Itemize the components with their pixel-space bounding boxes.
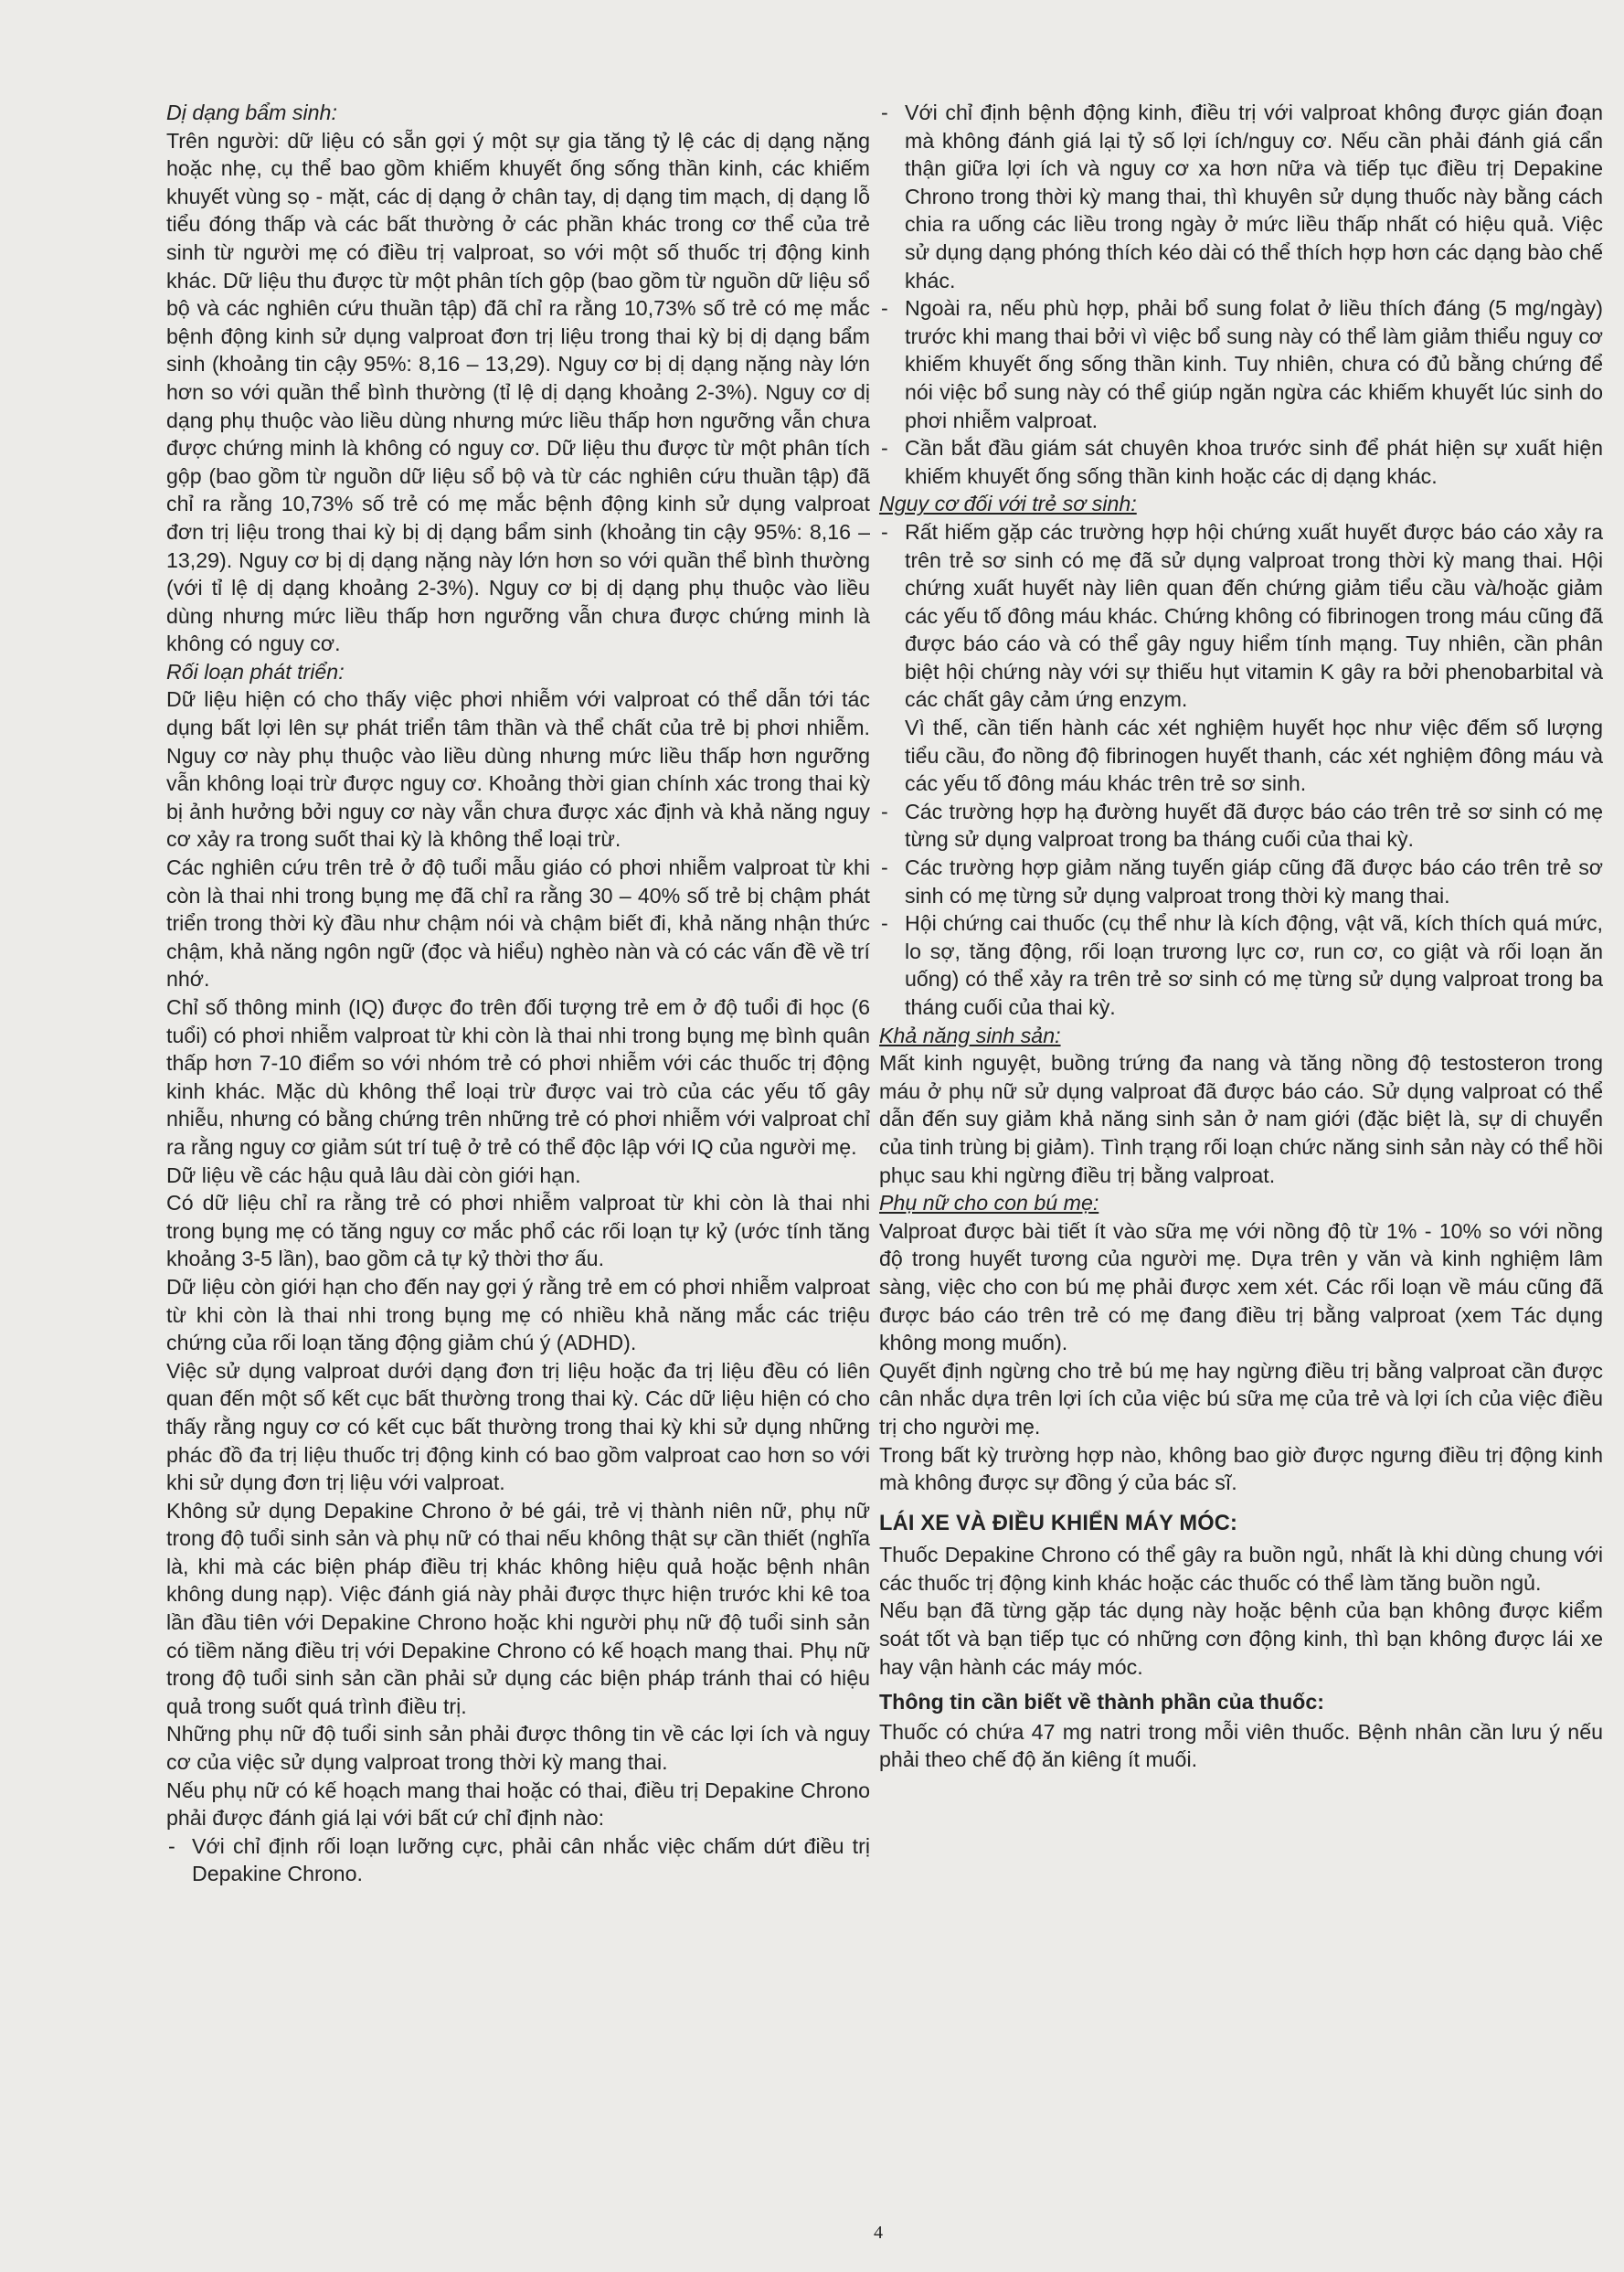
heading-ingredient-info: Thông tin cần biết về thành phần của thuốc: — [879, 1690, 1324, 1715]
paragraph: Trong bất kỳ trường hợp nào, không bao giờ được ngưng điều trị động kinh mà không được sự đồng ý của bác sĩ. — [879, 1442, 1603, 1495]
bullet-item: - Các trường hợp hạ đường huyết đã được báo cáo trên trẻ sơ sinh có mẹ từng sử dụng valproat trong ba tháng cuối của thai kỳ. — [881, 799, 1603, 852]
section-title-fertility: Khả năng sinh sản: — [879, 1023, 1061, 1047]
paragraph: Valproat được bài tiết ít vào sữa mẹ với nồng độ từ 1% - 10% so với nồng độ trong huyết tương của người mẹ. Dựa trên y văn và kinh nghiệm lâm sàng, việc cho con bú mẹ phải được xem xét. Các rối loạn về máu cũng đã được báo cáo trên trẻ có mẹ đang điều trị bằng valproat (xem Tác dụng không mong muốn). — [879, 1218, 1603, 1355]
paragraph: Các nghiên cứu trên trẻ ở độ tuổi mẫu giáo có phơi nhiễm valproat từ khi còn là thai nhi trong bụng mẹ đã chỉ ra rằng 30 – 40% số trẻ bị chậm phát triển trong thời kỳ đầu như chậm nói và chậm biết đi, khả năng nhận thức chậm, khả năng ngôn ngữ (đọc và hiểu) nghèo nàn và có các vấn đề về trí nhớ. — [166, 855, 870, 992]
bullet-text: Ngoài ra, nếu phù hợp, phải bổ sung folat ở liều thích đáng (5 mg/ngày) trước khi mang thai bởi vì việc bổ sung này có thể làm giảm thiểu nguy cơ khiếm khuyết ống sống thần kinh. Tuy nhiên, chưa có đủ bằng chứng để nói việc bổ sung này có thể giúp ngăn ngừa các khiếm khuyết lúc sinh do phơi nhiễm valproat. — [905, 296, 1603, 432]
section-title-newborn-risk: Nguy cơ đối với trẻ sơ sinh: — [879, 492, 1137, 516]
left-column — [166, 99, 870, 1888]
paragraph: Nếu bạn đã từng gặp tác dụng này hoặc bệnh của bạn không được kiểm soát tốt và bạn tiếp tục có những cơn động kinh, thì bạn không được lái xe hay vận hành các máy móc. — [879, 1598, 1603, 1679]
bullet-text: Cần bắt đầu giám sát chuyên khoa trước sinh để phát hiện sự xuất hiện khiếm khuyết ống sống thần kinh hoặc các dị dạng khác. — [905, 436, 1603, 488]
paragraph: Dữ liệu còn giới hạn cho đến nay gợi ý rằng trẻ em có phơi nhiễm valproat từ khi còn là thai nhi trong bụng mẹ có nhiều khả năng mắc các triệu chứng của rối loạn tăng động giảm chú ý (ADHD). — [166, 1274, 870, 1355]
bullet-text: Với chỉ định rối loạn lưỡng cực, phải cân nhắc việc chấm dứt điều trị Depakine Chrono. — [192, 1833, 870, 1886]
paragraph: Có dữ liệu chỉ ra rằng trẻ có phơi nhiễm valproat từ khi còn là thai nhi trong bụng mẹ có tăng nguy cơ mắc phổ các rối loạn tự kỷ (ước tính tăng khoảng 3-5 lần), bao gồm cả tự kỷ thời thơ ấu. — [166, 1191, 870, 1271]
bullet-text: Rất hiếm gặp các trường hợp hội chứng xuất huyết được báo cáo xảy ra trên trẻ sơ sinh có mẹ đã sử dụng valproat trong thời kỳ mang thai. Hội chứng xuất huyết này liên quan đến chứng giảm tiểu cầu và/hoặc giảm các yếu tố đông máu khác. Chứng không có fibrinogen trong máu cũng đã được báo cáo và có thể gây nguy hiểm tính mạng. Tuy nhiên, cần phân biệt hội chứng này với sự thiếu hụt vitamin K gây ra bởi phenobarbital và các chất gây cảm ứng enzym. — [905, 519, 1603, 712]
section-title-developmental-disorders: Rối loạn phát triển: — [166, 659, 345, 684]
paragraph: Trên người: dữ liệu có sẵn gợi ý một sự gia tăng tỷ lệ các dị dạng nặng hoặc nhẹ, cụ thể bao gồm khiếm khuyết ống sống thần kinh, các khiếm khuyết vùng sọ - mặt, các dị dạng ở chân tay, dị dạng tim mạch, dị dạng lỗ tiểu đóng thấp và các bất thường ở các phần khác trong cơ thể của trẻ sinh từ người mẹ có điều trị valproat, so với một số thuốc trị động kinh khác. Dữ liệu thu được từ một phân tích gộp (bao gồm từ nguồn dữ liệu sổ bộ và các nghiên cứu thuần tập) đã chỉ ra rằng 10,73% số trẻ có mẹ mắc bệnh động kinh sử dụng valproat đơn trị liệu trong thai kỳ bị dị dạng bẩm sinh (khoảng tin cậy 95%: 8,16 – 13,29). Nguy cơ bị dị dạng nặng này lớn hơn so với quần thể bình thường (tỉ lệ dị dạng khoảng 2-3%). Nguy cơ dị dạng phụ thuộc vào liều dùng nhưng mức liều thấp hơn ngưỡng vẫn chưa được chứng minh là không có nguy cơ. Dữ liệu thu được từ một phân tích gộp (bao gồm từ nguồn dữ liệu sổ bộ và từ các nghiên cứu thuần tập) đã chỉ ra rằng 10,73% số trẻ có mẹ mắc bệnh động kinh sử dụng valproat đơn trị liệu trong thai kỳ bị dị dạng bẩm sinh (khoảng tin cậy 95%: 8,16 – 13,29). Nguy cơ bị dị dạng nặng này lớn hơn so với quần thể bình thường (với tỉ lệ dị dạng khoảng 2-3%). Nguy cơ bị dị dạng phụ thuộc vào liều dùng nhưng mức liều thấp hơn ngưỡng vẫn chưa được chứng minh là không có nguy cơ. — [166, 128, 870, 656]
right-column — [879, 99, 1603, 1774]
section-title-breastfeeding: Phụ nữ cho con bú mẹ: — [879, 1191, 1099, 1216]
paragraph: Mất kinh nguyệt, buồng trứng đa nang và tăng nồng độ testosteron trong máu ở phụ nữ sử dụng valproat đã được báo cáo. Sử dụng valproat có thể dẫn đến suy giảm khả năng sinh sản ở nam giới (đặc biệt là, sự di chuyển của tinh trùng bị giảm). Tình trạng rối loạn chức năng sinh sản này có thể hồi phục sau khi ngừng điều trị bằng valproat. — [879, 1051, 1603, 1187]
bullet-item: - Rất hiếm gặp các trường hợp hội chứng xuất huyết được báo cáo xảy ra trên trẻ sơ sinh có mẹ đã sử dụng valproat trong thời kỳ mang thai. Hội chứng xuất huyết này liên quan đến chứng giảm tiểu cầu và/hoặc giảm các yếu tố đông máu khác. Chứng không có fibrinogen trong máu cũng đã được báo cáo và có thể gây nguy hiểm tính mạng. Tuy nhiên, cần phân biệt hội chứng này với sự thiếu hụt vitamin K gây ra bởi phenobarbital và các chất gây cảm ứng enzym. — [881, 519, 1603, 712]
bullet-item: - Các trường hợp giảm năng tuyến giáp cũng đã được báo cáo trên trẻ sơ sinh có mẹ từng sử dụng valproat trong thời kỳ mang thai. — [881, 855, 1603, 908]
bullet-continuation: Vì thế, cần tiến hành các xét nghiệm huyết học như việc đếm số lượng tiểu cầu, đo nồng độ fibrinogen huyết thanh, các xét nghiệm đông máu và các yếu tố đông máu khác trên trẻ sơ sinh. — [905, 716, 1603, 796]
paragraph: Không sử dụng Depakine Chrono ở bé gái, trẻ vị thành niên nữ, phụ nữ trong độ tuổi sinh sản và phụ nữ có thai nếu không thật sự cần thiết (nghĩa là, khi mà các biện pháp điều trị khác không hiệu quả hoặc bệnh nhân không dung nạp). Việc đánh giá này phải được thực hiện trước khi kê toa lần đầu tiên với Depakine Chrono hoặc khi người phụ nữ độ tuổi sinh sản có tiềm năng điều trị với Depakine Chrono có kế hoạch mang thai. Phụ nữ trong độ tuổi sinh sản cần phải sử dụng các biện pháp tránh thai có hiệu quả trong suốt quá trình điều trị. — [166, 1498, 870, 1718]
bullet-item: - Với chỉ định bệnh động kinh, điều trị với valproat không được gián đoạn mà không đánh giá lại tỷ số lợi ích/nguy cơ. Nếu cần phải đánh giá cẩn thận giữa lợi ích và nguy cơ xa hơn nữa và tiếp tục điều trị Depakine Chrono trong thời kỳ mang thai, thì khuyên sử dụng thuốc này bằng cách chia ra uống các liều trong ngày ở mức liều thấp nhất có hiệu quả. Việc sử dụng dạng phóng thích kéo dài có thể thích hợp hơn các dạng bào chế khác. — [881, 101, 1603, 292]
bullet-item: - Hội chứng cai thuốc (cụ thể như là kích động, vật vã, kích thích quá mức, lo sợ, tăng động, rối loạn trương lực cơ, run cơ, co giật và rối loạn ăn uống) có thể xảy ra trên trẻ sơ sinh có mẹ từng sử dụng valproat trong ba tháng cuối của thai kỳ. — [881, 911, 1603, 1019]
bullet-text: Các trường hợp hạ đường huyết đã được báo cáo trên trẻ sơ sinh có mẹ từng sử dụng valproat trong ba tháng cuối của thai kỳ. — [905, 799, 1603, 852]
paragraph: Chỉ số thông minh (IQ) được đo trên đối tượng trẻ em ở độ tuổi đi học (6 tuổi) có phơi nhiễm valproat từ khi còn là thai nhi trong bụng mẹ bình quân thấp hơn 7-10 điểm so với nhóm trẻ có phơi nhiễm với các thuốc trị động kinh khác. Mặc dù không thể loại trừ được vai trò của các yếu tố gây nhiễu, nhưng có bằng chứng trên những trẻ có phơi nhiễm với valproat chỉ ra rằng nguy cơ giảm sút trí tuệ ở trẻ có thể độc lập với IQ của người mẹ. — [166, 995, 870, 1159]
paragraph: Những phụ nữ độ tuổi sinh sản phải được thông tin về các lợi ích và nguy cơ của việc sử dụng valproat trong thời kỳ mang thai. — [166, 1722, 870, 1775]
paragraph: Dữ liệu hiện có cho thấy việc phơi nhiễm với valproat có thể dẫn tới tác dụng bất lợi lên sự phát triển tâm thần và thể chất của trẻ bị phơi nhiễm. Nguy cơ này phụ thuộc vào liều dùng nhưng mức liều thấp hơn ngưỡng vẫn không loại trừ được nguy cơ. Khoảng thời gian chính xác trong thai kỳ bị ảnh hưởng bởi nguy cơ này vẫn chưa được xác định và khả năng nguy cơ xảy ra trong suốt thai kỳ là không thể loại trừ. — [166, 687, 870, 852]
bullet-item: - Ngoài ra, nếu phù hợp, phải bổ sung folat ở liều thích đáng (5 mg/ngày) trước khi mang thai bởi vì việc bổ sung này có thể làm giảm thiểu nguy cơ khiếm khuyết ống sống thần kinh. Tuy nhiên, chưa có đủ bằng chứng để nói việc bổ sung này có thể giúp ngăn ngừa các khiếm khuyết lúc sinh do phơi nhiễm valproat. — [881, 296, 1603, 432]
bullet-text: Các trường hợp giảm năng tuyến giáp cũng đã được báo cáo trên trẻ sơ sinh có mẹ từng sử dụng valproat trong thời kỳ mang thai. — [905, 855, 1603, 908]
bullet-text: Với chỉ định bệnh động kinh, điều trị với valproat không được gián đoạn mà không đánh giá lại tỷ số lợi ích/nguy cơ. Nếu cần phải đánh giá cẩn thận giữa lợi ích và nguy cơ xa hơn nữa và tiếp tục điều trị Depakine Chrono trong thời kỳ mang thai, thì khuyên sử dụng thuốc này bằng cách chia ra uống các liều trong ngày ở mức liều thấp nhất có hiệu quả. Việc sử dụng dạng phóng thích kéo dài có thể thích hợp hơn các dạng bào chế khác. — [905, 101, 1603, 292]
section-title-congenital-malformations: Dị dạng bẩm sinh: — [166, 101, 337, 124]
bullet-text: Hội chứng cai thuốc (cụ thể như là kích động, vật vã, kích thích quá mức, lo sợ, tăng động, rối loạn trương lực cơ, run cơ, co giật và rối loạn ăn uống) có thể xảy ra trên trẻ sơ sinh có mẹ từng sử dụng valproat trong ba tháng cuối của thai kỳ. — [905, 911, 1603, 1019]
page-number: 4 — [874, 2223, 883, 2243]
paragraph: Việc sử dụng valproat dưới dạng đơn trị liệu hoặc đa trị liệu đều có liên quan đến một số kết cục bất thường trong thai kỳ. Các dữ liệu hiện có cho thấy rằng nguy cơ có kết cục bất thường trong thai kỳ khi sử dụng những phác đồ đa trị liệu thuốc trị động kinh có bao gồm valproat cao hơn so với khi sử dụng đơn trị liệu với valproat. — [166, 1358, 870, 1495]
paragraph: Quyết định ngừng cho trẻ bú mẹ hay ngừng điều trị bằng valproat cần được cân nhắc dựa trên lợi ích của việc bú sữa mẹ của trẻ và lợi ích của việc điều trị cho người mẹ. — [879, 1358, 1603, 1439]
paragraph: Thuốc Depakine Chrono có thể gây ra buồn ngủ, nhất là khi dùng chung với các thuốc trị động kinh khác hoặc các thuốc có thể làm tăng buồn ngủ. — [879, 1543, 1603, 1595]
heading-driving-machines: LÁI XE VÀ ĐIỀU KHIỂN MÁY MÓC: — [879, 1511, 1238, 1535]
paragraph: Dữ liệu về các hậu quả lâu dài còn giới hạn. — [166, 1163, 581, 1187]
paragraph: Thuốc có chứa 47 mg natri trong mỗi viên thuốc. Bệnh nhân cần lưu ý nếu phải theo chế độ ăn kiêng ít muối. — [879, 1719, 1603, 1772]
paragraph: Nếu phụ nữ có kế hoạch mang thai hoặc có thai, điều trị Depakine Chrono phải được đánh giá lại với bất cứ chỉ định nào: — [166, 1778, 870, 1831]
bullet-item: - Với chỉ định rối loạn lưỡng cực, phải cân nhắc việc chấm dứt điều trị Depakine Chrono. — [168, 1833, 870, 1886]
bullet-item: - Cần bắt đầu giám sát chuyên khoa trước sinh để phát hiện sự xuất hiện khiếm khuyết ống sống thần kinh hoặc các dị dạng khác. — [881, 436, 1603, 488]
